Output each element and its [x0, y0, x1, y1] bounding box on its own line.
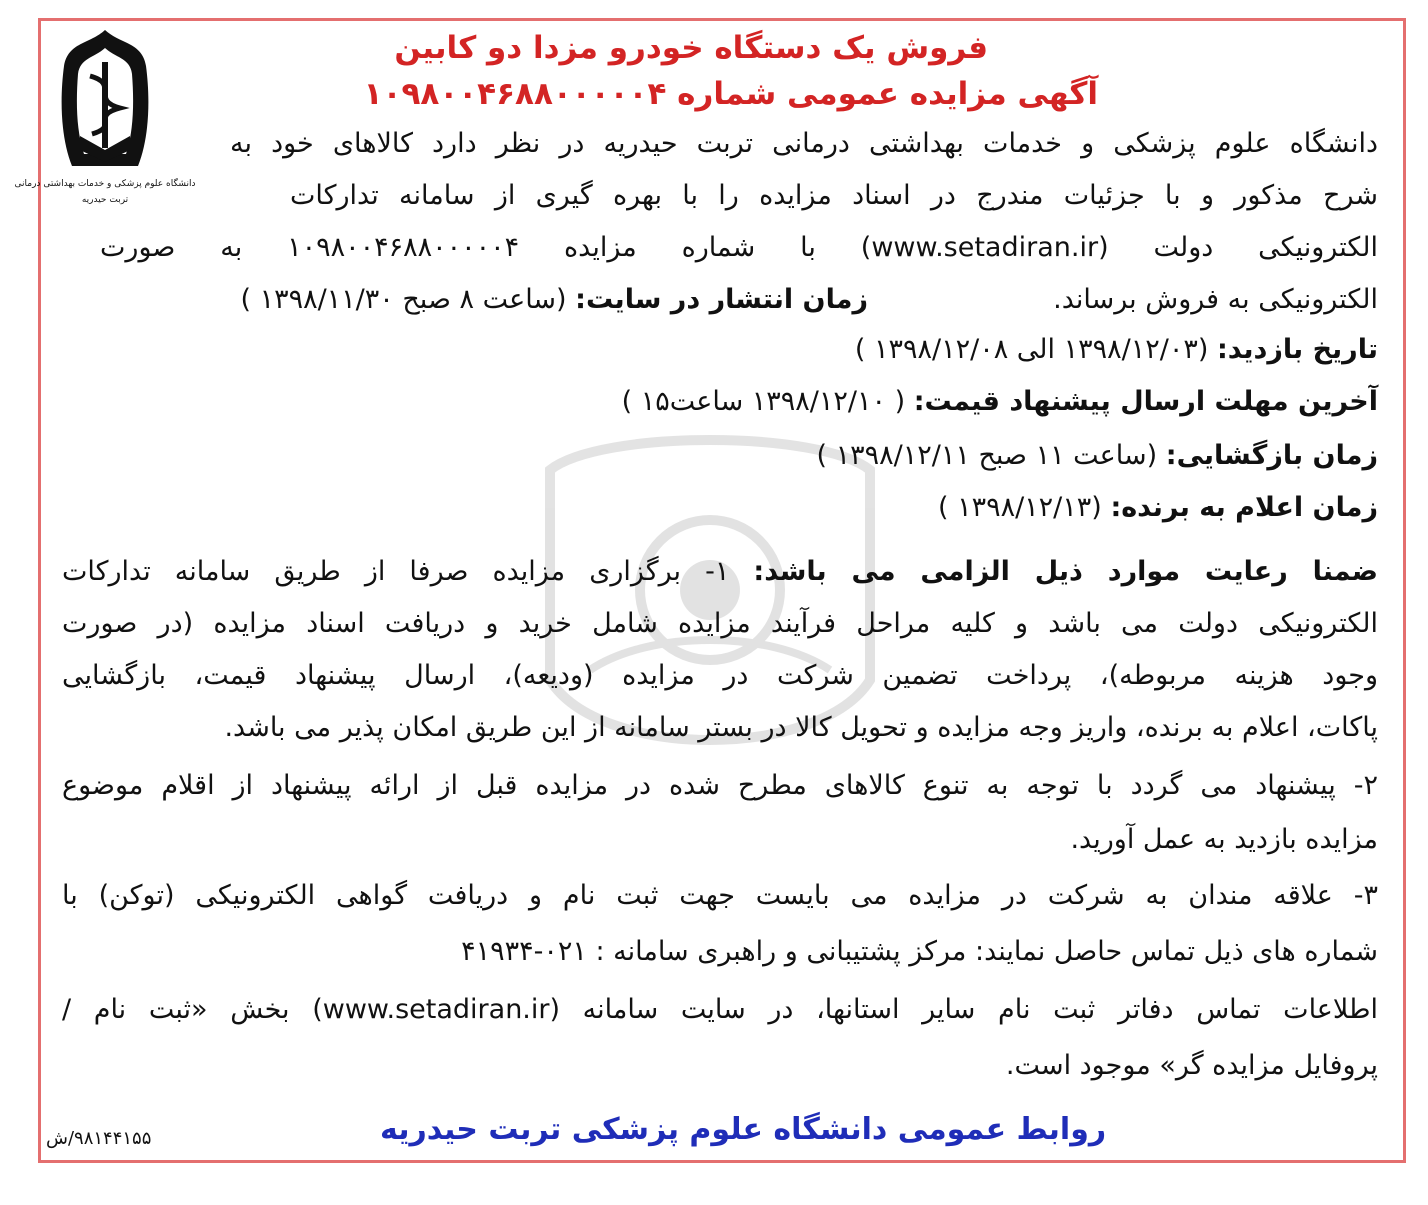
opening-value: (ساعت ۱۱ صبح ۱۳۹۸/۱۲/۱۱ ) — [816, 440, 1158, 471]
winner-announcement — [938, 492, 1378, 523]
note1-line-2: الکترونیکی دولت می باشد و کلیه مراحل فرآیند مزایده شامل خرید و دریافت اسناد مزایده (در صورت — [62, 608, 1378, 639]
winner-label: زمان اعلام به برنده: — [1110, 492, 1378, 523]
auction-number-title: آگهی مزایده عمومی شماره ۱۰۹۸۰۰۴۶۸۸۰۰۰۰۰۴ — [363, 76, 1098, 112]
note1-start: ۱- برگزاری مزایده صرفا از طریق سامانه تدارکات — [62, 556, 730, 587]
note2-line-2: مزایده بازدید به عمل آورید. — [1070, 824, 1378, 855]
note3-line-3: اطلاعات تماس دفاتر ثبت نام سایر استانها، در سایت سامانه (www.setadiran.ir) بخش «ثبت نام / — [62, 994, 1379, 1025]
ad-code: ۹۸۱۴۴۱۵۵/ش — [46, 1128, 152, 1149]
bid-deadline — [622, 386, 1378, 417]
deadline-value: ( ۱۳۹۸/۱۲/۱۰ ساعت۱۵ ) — [621, 386, 906, 417]
notes-line-1 — [62, 556, 1378, 587]
public-relations-footer: روابط عمومی دانشگاه علوم پزشکی تربت حیدریه — [380, 1112, 1107, 1147]
publish-label: زمان انتشار در سایت: — [575, 284, 868, 315]
intro-line-4: الکترونیکی به فروش برساند. — [1053, 284, 1378, 315]
opening-time — [817, 440, 1378, 471]
note3-line-1: ۳- علاقه مندان به شرکت در مزایده می بایست جهت ثبت نام و دریافت گواهی الکترونیکی (توکن) با — [62, 880, 1378, 911]
note3-line-2: شماره های ذیل تماس حاصل نمایند: مرکز پشتیبانی و راهبری سامانه : ۰۲۱-۴۱۹۳۴ — [461, 936, 1378, 967]
logo-caption-1: دانشگاه علوم پزشکی و خدمات بهداشتی درمانی — [14, 179, 196, 189]
winner-value: (۱۳۹۸/۱۲/۱۳ ) — [937, 492, 1102, 523]
intro-line-1: دانشگاه علوم پزشکی و خدمات بهداشتی درمانی تربت حیدریه در نظر دارد کالاهای خود به — [230, 128, 1378, 159]
logo-caption-2: تربت حیدریه — [81, 195, 129, 205]
visit-label: تاریخ بازدید: — [1216, 334, 1378, 365]
ad-title: فروش یک دستگاه خودرو مزدا دو کابین — [394, 30, 988, 66]
university-logo — [14, 26, 196, 216]
deadline-label: آخرین مهلت ارسال پیشنهاد قیمت: — [913, 386, 1378, 417]
intro-line-2: شرح مذکور و با جزئیات مندرج در اسناد مزایده را با بهره گیری از سامانه تدارکات — [290, 180, 1378, 211]
note1-line-4: پاکات، اعلام به برنده، واریز وجه مزایده و تحویل کالا در بستر سامانه از این طریق امکان پذیر می باشد. — [224, 712, 1378, 743]
note1-line-3: وجود هزینه مربوطه)، پرداخت تضمین شرکت در مزایده (ودیعه)، ارسال پیشنهاد قیمت، بازگشایی — [62, 660, 1378, 691]
notes-label: ضمنا رعایت موارد ذیل الزامی می باشد: — [753, 556, 1378, 587]
publish-time — [240, 284, 868, 315]
visit-value: (۱۳۹۸/۱۲/۰۳ الی ۱۳۹۸/۱۲/۰۸ ) — [854, 334, 1209, 365]
publish-value: (ساعت ۸ صبح ۱۳۹۸/۱۱/۳۰ ) — [240, 284, 567, 315]
visit-date — [855, 334, 1378, 365]
intro-line-3: الکترونیکی دولت (www.setadiran.ir) با شماره مزایده ۱۰۹۸۰۰۴۶۸۸۰۰۰۰۰۴ به صورت — [100, 232, 1378, 263]
note3-line-4: پروفایل مزایده گر» موجود است. — [1005, 1050, 1378, 1081]
opening-label: زمان بازگشایی: — [1165, 440, 1378, 471]
note2-line-1: ۲- پیشنهاد می گردد با توجه به تنوع کالاهای مطرح شده در مزایده قبل از ارائه پیشنهاد از اقلام موضوع — [62, 770, 1378, 801]
